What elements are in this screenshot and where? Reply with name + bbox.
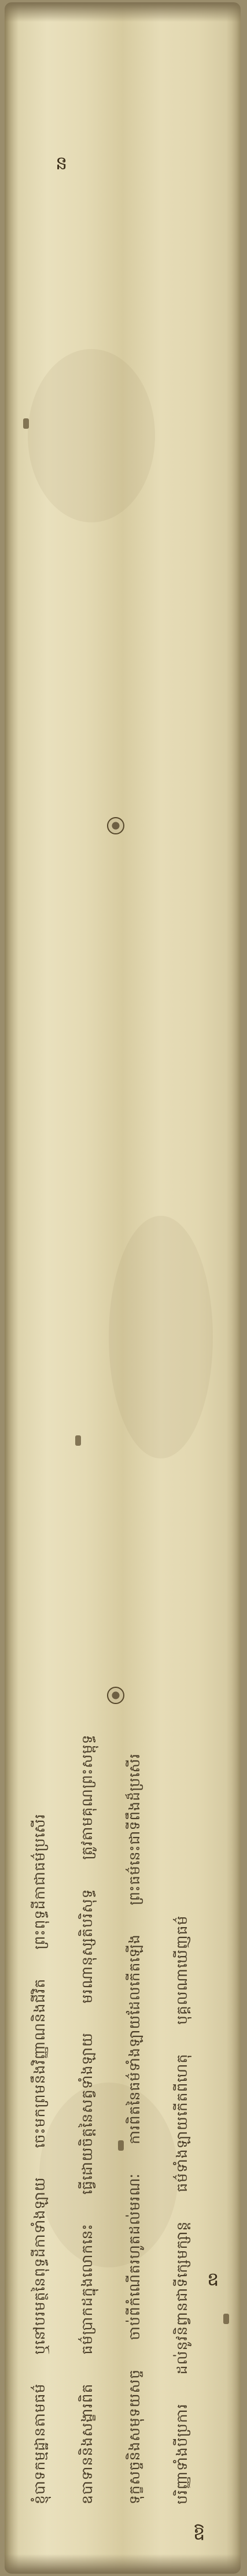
manuscript-text [5, 2, 241, 2574]
text-segment: បរិញ្ញាទាំងបីប្រការ [174, 2403, 190, 2504]
text-segment: ការពិតនៃធម៌ទាំងឡាយដែលកើតឡើង [126, 1934, 143, 2144]
text-segment: មរណានុស្សតិបរិសុទ្ធ [79, 1888, 95, 2004]
text-segment: ចាប់ពីកំណើតរហូតដល់មរណៈ [126, 2173, 143, 2340]
text-segment: ខ្ញុំបាទកម្មដ្ឋានតាមធម៌ [31, 2383, 48, 2504]
palm-leaf-page [5, 2, 241, 2574]
text-segment: ដល់នូវនិព្វានជាទីក្សេមក្សាន្ត [174, 2221, 190, 2375]
text-line [69, 37, 109, 2504]
text-segment: ព្រះធម៌នេះជាទីពឹងដ៏ប្រសើរ [126, 1753, 143, 1906]
folio-number: ឱ [193, 2522, 205, 2544]
text-segment: ធម៌ប្រាកដក្នុងលោកនេះ [79, 2223, 95, 2355]
text-line [117, 37, 156, 2504]
text-segment: ឬនៅបរមត្ថនៃពុទ្ធដីកាទាំងឡាយ [31, 2177, 48, 2355]
text-segment: ធ្វើដោយចិត្តនៃសត្វទាំងឡាយ [79, 2032, 95, 2195]
text-segment: ឧបាទាននិងសង្ខារពិត [79, 2383, 95, 2504]
folio-number: ន [56, 152, 68, 174]
folio-number: ឧ [207, 2268, 219, 2290]
text-segment: ធម៌ទាំងឡាយកើតពីហេតុ [174, 2053, 190, 2192]
text-segment: ទុក្ខសច្ចនិងសមុទយសច្ច [126, 2369, 143, 2504]
text-segment: ចេះមកព្រមនឹងវិញ្ញាណនិងជីវិត [31, 1978, 48, 2148]
text-segment: ត្រូវតាមគុណព្រះសម្ពុទ្ធ [79, 1734, 95, 1860]
text-line [22, 37, 61, 2504]
text-segment: បុគ្គលណាឃើញធម៌ [174, 1915, 190, 2025]
text-line [164, 37, 204, 2504]
text-segment: ព្រះពុទ្ធដីកាជាធម៌ប្រសើរ [31, 1813, 48, 1950]
